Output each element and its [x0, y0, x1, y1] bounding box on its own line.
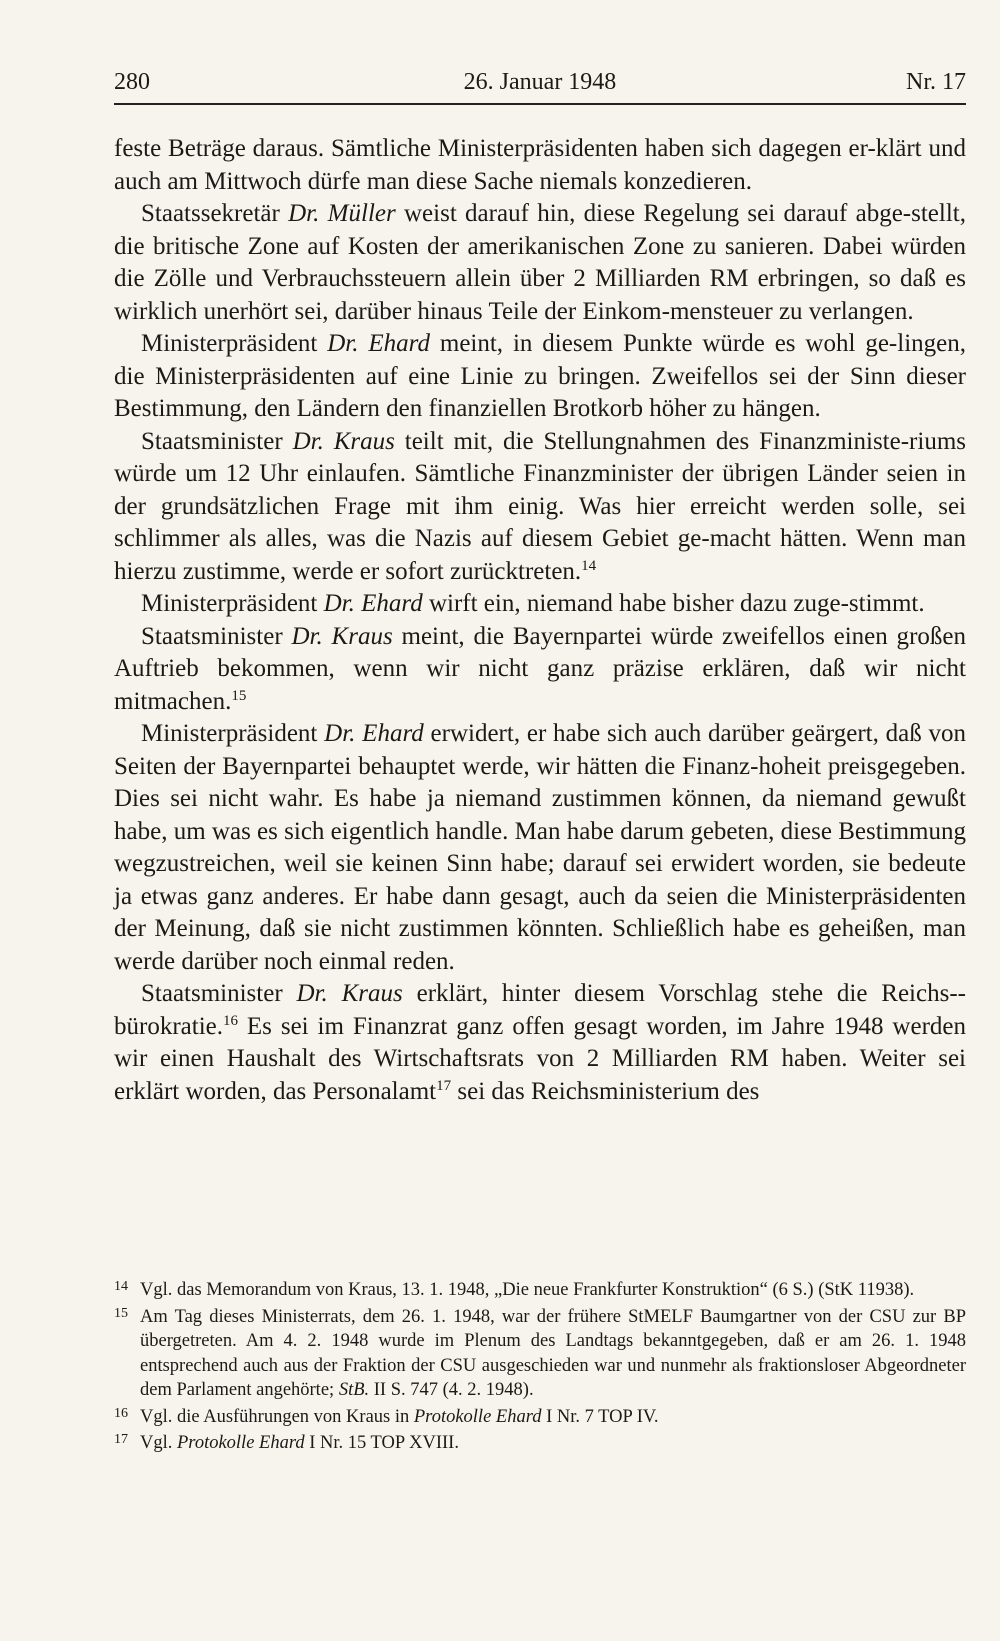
paragraph [114, 718, 966, 978]
header-date: 26. Januar 1948 [463, 69, 617, 95]
italic-name: Dr. Ehard [327, 330, 430, 357]
body-text [114, 133, 966, 1108]
footnote-reference: 15 [231, 687, 247, 704]
footnote-number: 15 [114, 1305, 128, 1321]
text-run: wirft ein, niemand habe bisher dazu zuge-stimmt. [422, 590, 925, 617]
header-issue-number: Nr. 17 [906, 69, 966, 95]
paragraph [114, 426, 966, 589]
footnote-reference: 14 [581, 557, 597, 574]
text-run: Ministerpräsident [141, 330, 328, 357]
footnote-number: 14 [114, 1279, 128, 1294]
footnote-text [140, 1405, 966, 1430]
italic-name: Dr. Ehard [324, 720, 424, 747]
italic-name: Dr. Kraus [291, 622, 393, 650]
paragraph [114, 328, 966, 426]
footnotes [114, 1278, 966, 1458]
text-run: Staatsminister [141, 427, 293, 455]
text-run: Vgl. [140, 1433, 177, 1453]
text-run: weist darauf hin, diese Regelung sei darauf abge-stellt, die britische Zone auf Kosten der amerikanischen Zone zu sanieren. Dabei würden die Zölle und Verbrauchssteuern allein über 2 Milliarden RM erbringen, so daß es wirklich unerhört sei, darüber hinaus Teile der Einkom-mensteuer zu verlangen. [114, 200, 966, 325]
footnote-number: 16 [114, 1405, 128, 1421]
footnote-reference: 17 [436, 1077, 452, 1094]
text-run: Es sei im Finanzrat ganz offen gesagt worden, im Jahre 1948 werden wir einen Haushalt des Wirtschaftsrats von 2 Milliarden RM haben. Weiter sei erklärt worden, das Personalamt [114, 1012, 966, 1105]
text-run: erwidert, er habe sich auch darüber geärgert, daß von Seiten der Bayernpartei behauptet werde, wir hätten die Finanz-hoheit preisgegeben. Dies sei nicht wahr. Es habe ja niemand zustimmen können, da niemand gewußt habe, um was es sich eigentlich handle. Man habe darum gebeten, diese Bestimmung wegzustreichen, weil sie keinen Sinn habe; darauf sei erwidert worden, sie bedeute ja etwas ganz anderes. Er habe dann gesagt, auch da seien die Ministerpräsidenten der Meinung, daß sie nicht zustimmen könnten. Schließlich habe es geheißen, man werde darüber noch einmal reden. [114, 720, 966, 975]
text-run: I Nr. 15 TOP XVIII. [304, 1433, 459, 1453]
page-number: 280 [114, 69, 150, 95]
footnote [114, 1278, 966, 1303]
text-run: meint, in diesem Punkte würde es wohl ge-lingen, die Ministerpräsidenten auf eine Linie zu bringen. Zweifellos sei der Sinn dieser Bestimmung, den Ländern den finanziellen Brotkorb höher zu hängen. [114, 330, 966, 422]
paragraph [114, 588, 966, 621]
text-run: feste Beträge daraus. Sämtliche Ministerpräsidenten haben sich dagegen er-klärt und auch am Mittwoch dürfe man diese Sache niemals konzedieren. [114, 135, 966, 195]
italic-name: Dr. Kraus [296, 980, 403, 1007]
text-run: Ministerpräsident [141, 720, 325, 747]
text-run: I Nr. 7 TOP IV. [541, 1406, 659, 1427]
paragraph [114, 978, 966, 1108]
footnote [114, 1431, 966, 1456]
text-run: sei das Reichsministerium des [451, 1077, 760, 1105]
running-header [114, 69, 966, 101]
footnote [114, 1305, 966, 1403]
footnote-text [140, 1305, 966, 1403]
text-run: Ministerpräsident [141, 590, 324, 617]
paragraph [114, 133, 966, 198]
text-run: Staatssekretär [141, 200, 289, 227]
paragraph [114, 621, 966, 719]
text-run: Staatsminister [141, 622, 292, 650]
footnote-text [140, 1278, 966, 1303]
footnote-reference: 16 [222, 1012, 238, 1029]
paragraph [114, 198, 966, 328]
text-run: erklärt, hinter diesem Vorschlag stehe die Reichs-bürokratie. [114, 980, 966, 1040]
text-run: II S. 747 (4. 2. 1948). [369, 1380, 534, 1400]
footnote-text [140, 1431, 966, 1456]
footnote-number: 17 [114, 1432, 128, 1447]
italic-name: Protokolle Ehard [413, 1406, 542, 1427]
header-rule [114, 103, 966, 105]
italic-name: Dr. Müller [288, 200, 396, 227]
italic-name: Protokolle Ehard [177, 1433, 305, 1453]
italic-name: Dr. Kraus [292, 427, 395, 455]
italic-name: Dr. Ehard [323, 590, 423, 617]
text-run: Vgl. die Ausführungen von Kraus in [140, 1406, 414, 1427]
footnote [114, 1405, 966, 1430]
italic-name: StB. [338, 1380, 370, 1400]
text-run: Staatsminister [141, 980, 297, 1007]
text-run: Am Tag dieses Ministerrats, dem 26. 1. 1948, war der frühere StMELF Baumgartner von der CSU zur BP übergetreten. Am 4. 2. 1948 wurde im Plenum des Landtags bekanntgegeben, daß er am 26. 1. 1948 entsprechend auch aus der Fraktion der CSU ausgeschieden war und nunmehr als fraktionsloser Abgeordneter dem Parlament angehörte; [140, 1306, 966, 1400]
text-run: meint, die Bayernpartei würde zweifellos einen großen Auftrieb bekommen, wenn wir nicht ganz präzise erklären, daß wir nicht mitmachen. [114, 622, 966, 715]
text-run: teilt mit, die Stellungnahmen des Finanzministe-riums würde um 12 Uhr einlaufen. Sämtliche Finanzminister der übrigen Länder seien in der grundsätzlichen Frage mit ihm einig. Was hier erreicht werden solle, sei schlimmer als alles, was die Nazis auf diesem Gebiet ge-macht hätten. Wenn man hierzu zustimme, werde er sofort zurücktreten. [114, 427, 966, 585]
text-run: Vgl. das Memorandum von Kraus, 13. 1. 1948, „Die neue Frankfurter Konstruktion“ (6 S.) (StK 11938). [140, 1280, 915, 1300]
